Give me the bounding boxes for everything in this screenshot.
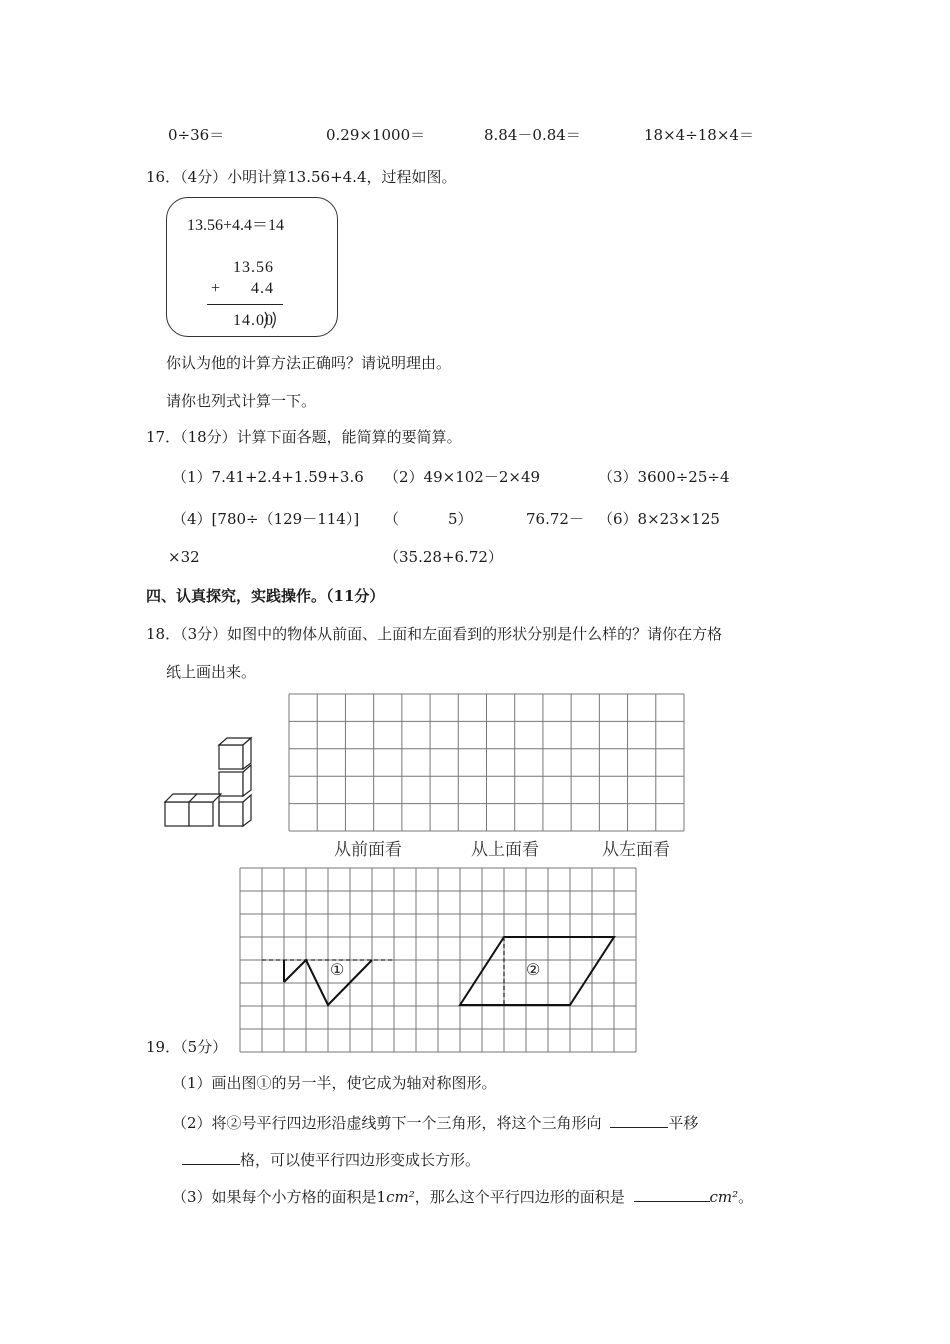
q19-sub-2-text: （2）将②号平行四边形沿虚线剪下一个三角形，将这个三角形向: [172, 1114, 602, 1132]
top-expression-4: 18×4÷18×4＝: [644, 126, 754, 144]
view-label-left: 从左面看: [602, 840, 670, 860]
q17-problem-2: （2）49×102－2×49: [384, 468, 541, 486]
calc-addend-1: 13.56: [233, 259, 274, 276]
q17-title: 17．（18分）计算下面各题，能简算的要简算。: [146, 428, 462, 446]
q19-sub-3-text-a: （3）如果每个小方格的面积是1: [172, 1188, 387, 1206]
q19-sub-1: （1）画出图①的另一半，使它成为轴对称图形。: [172, 1074, 497, 1092]
q18-drawing-grid: [289, 694, 685, 831]
q19-sub-3-text-b: ，那么这个平行四边形的面积是: [414, 1188, 625, 1206]
q17-problem-4: （4）[780÷（129－114）]: [172, 510, 360, 528]
calc-line-equation: 13.56+4.4＝14: [187, 217, 285, 234]
cube-stack-figure: [162, 736, 262, 836]
direction-answer-blank[interactable]: [610, 1113, 668, 1128]
top-expression-3: 8.84－0.84＝: [484, 126, 581, 144]
q17-problem-5-open: （: [384, 510, 400, 528]
shape-1-label: ①: [330, 960, 345, 979]
top-expression-1: 0÷36＝: [168, 126, 225, 144]
q19-sub-2-shift: 平移: [668, 1114, 699, 1132]
q17-problem-5-expr: 76.72－: [526, 510, 584, 528]
q19-sub-3: [172, 1187, 753, 1205]
unit-label-2: cm²: [709, 1188, 739, 1206]
calc-plus-sign: +: [211, 280, 221, 297]
q17-problem-3: （3）3600÷25÷4: [598, 468, 730, 486]
calc-result: 14.00: [233, 312, 274, 329]
q19-sub-2-line-2: [182, 1150, 480, 1168]
top-expression-2: 0.29×1000＝: [326, 126, 426, 144]
q19-sub-2-cont: 格，可以使平行四边形变成长方形。: [240, 1151, 481, 1169]
q16-calculation-box: [166, 197, 338, 337]
q17-problem-5-number: 5）: [448, 510, 473, 528]
q16-question-1: 你认为他的计算方法正确吗？请说明理由。: [166, 354, 452, 372]
q18-title-line-2: 纸上画出来。: [166, 663, 257, 681]
calc-underline: [207, 304, 283, 305]
section-4-heading: 四、认真探究，实践操作。（11分）: [146, 587, 385, 605]
q19-drawing-grid: [240, 868, 636, 1052]
unit-label: cm²: [386, 1188, 415, 1206]
grid-count-answer-blank[interactable]: [182, 1150, 240, 1165]
q18-title-line-1: 18．（3分）如图中的物体从前面、上面和左面看到的形状分别是什么样的？请你在方格: [146, 625, 723, 643]
calc-addend-2: 4.4: [251, 280, 274, 297]
q19-sub-3-end: 。: [738, 1188, 754, 1206]
q17-problem-1: （1）7.41+2.4+1.59+3.6: [172, 468, 364, 486]
shape-2-label: ②: [526, 960, 541, 979]
view-label-top: 从上面看: [471, 840, 539, 860]
q17-problem-5-cont: （35.28+6.72）: [384, 548, 503, 566]
view-label-front: 从前面看: [334, 840, 402, 860]
q16-question-2: 请你也列式计算一下。: [166, 392, 317, 410]
q17-problem-4-cont: ×32: [168, 548, 200, 566]
area-answer-blank[interactable]: [634, 1187, 710, 1202]
q16-title: 16．（4分）小明计算13.56+4.4，过程如图。: [146, 168, 457, 186]
q19-sub-2-line-1: [172, 1113, 698, 1131]
strike-marks-icon: [257, 310, 287, 330]
q17-problem-6: （6）8×23×125: [598, 510, 720, 528]
q19-title: 19．（5分）: [146, 1038, 228, 1056]
